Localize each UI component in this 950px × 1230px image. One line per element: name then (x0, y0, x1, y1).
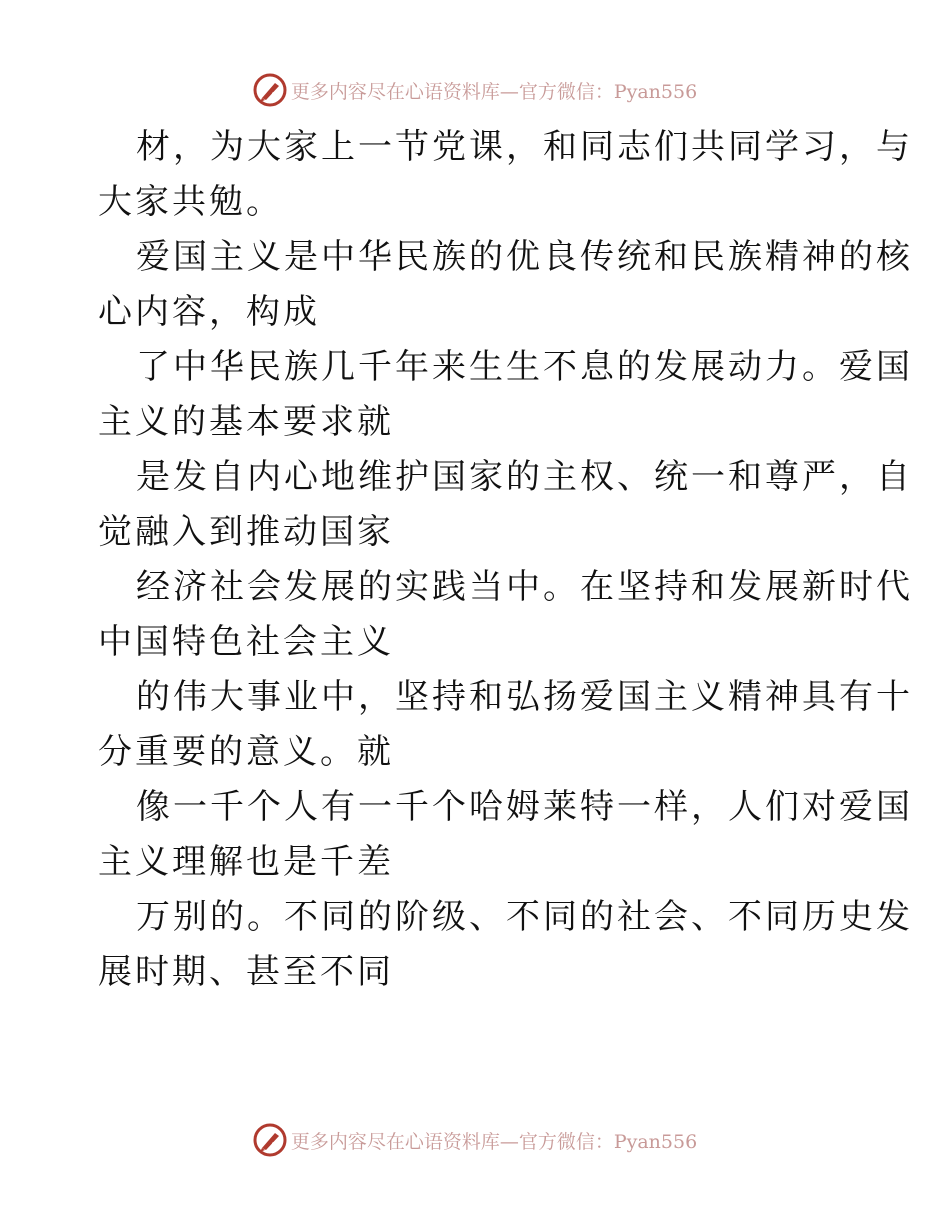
paragraph-line: 爱国主义是中华民族的优良传统和民族精神的核 (136, 237, 913, 277)
paragraph (98, 120, 913, 230)
paragraph-line: 的伟大事业中，坚持和弘扬爱国主义精神具有十 (136, 677, 913, 717)
paragraph (98, 780, 913, 890)
paragraph-line: 分重要的意义。就 (98, 732, 394, 772)
header-banner-text: 更多内容尽在心语资料库—官方微信：Pyan556 (290, 80, 698, 103)
footer-banner (0, 1120, 950, 1160)
paragraph-line: 经济社会发展的实践当中。在坚持和发展新时代 (136, 567, 913, 607)
paragraph-line: 材，为大家上一节党课，和同志们共同学习，与 (136, 127, 913, 167)
header-banner (0, 70, 950, 110)
paragraph-line: 主义的基本要求就 (98, 402, 394, 442)
paragraph-line: 展时期、甚至不同 (98, 952, 394, 992)
document-body (98, 120, 913, 1000)
paragraph (98, 340, 913, 450)
paragraph (98, 670, 913, 780)
paragraph-line: 万别的。不同的阶级、不同的社会、不同历史发 (136, 897, 913, 937)
paragraph (98, 560, 913, 670)
pen-circle-logo-icon (253, 1123, 287, 1157)
paragraph (98, 450, 913, 560)
paragraph (98, 230, 913, 340)
paragraph-line: 了中华民族几千年来生生不息的发展动力。爱国 (136, 347, 913, 387)
paragraph-line: 是发自内心地维护国家的主权、统一和尊严，自 (136, 457, 913, 497)
paragraph-line: 像一千个人有一千个哈姆莱特一样，人们对爱国 (136, 787, 913, 827)
paragraph (98, 890, 913, 1000)
paragraph-line: 主义理解也是千差 (98, 842, 394, 882)
paragraph-line: 大家共勉。 (98, 182, 283, 222)
footer-banner-text: 更多内容尽在心语资料库—官方微信：Pyan556 (290, 1130, 698, 1153)
paragraph-line: 觉融入到推动国家 (98, 512, 394, 552)
paragraph-line: 心内容，构成 (98, 292, 320, 332)
pen-circle-logo-icon (253, 73, 287, 107)
paragraph-line: 中国特色社会主义 (98, 622, 394, 662)
